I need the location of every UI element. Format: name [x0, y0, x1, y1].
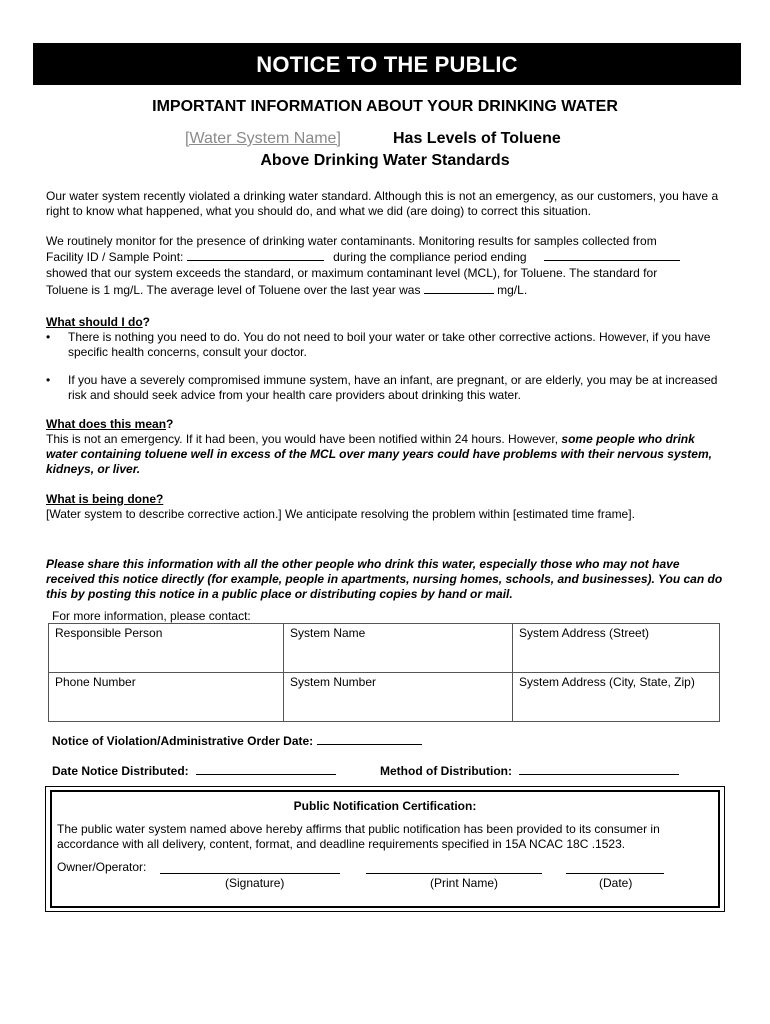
average-level-label: Toluene is 1 mg/L. The average level of Toluene over the last year was — [46, 283, 421, 297]
meaning-plain-text: This is not an emergency. If it had been, you would have been notified within 24 hours. However, — [46, 432, 562, 446]
what-should-i-do-q: ? — [142, 315, 150, 329]
system-address-street-cell: System Address (Street) — [513, 624, 720, 673]
phone-number-cell: Phone Number — [49, 673, 284, 722]
method-label: Method of Distribution: — [380, 764, 512, 778]
what-does-this-mean-heading — [46, 417, 173, 431]
table-row — [49, 673, 720, 722]
what-is-being-done-heading: What is being done? — [46, 492, 164, 506]
monitoring-line-4 — [46, 283, 726, 298]
owner-operator-label: Owner/Operator: — [57, 860, 147, 874]
print-name-line — [366, 873, 542, 874]
headline-line-1: Has Levels of Toluene — [393, 130, 561, 147]
average-level-blank — [424, 283, 494, 294]
what-does-this-mean-label: What does this mean — [46, 417, 167, 431]
date-distributed-row — [52, 764, 336, 778]
bullet-item-2: If you have a severely compromised immune system, have an infant, are pregnant, or are elderly, you may be at increased risk and should seek advice from your health care providers about drinking this water. — [68, 373, 718, 402]
signature-label: (Signature) — [225, 876, 285, 890]
intro-paragraph: Our water system recently violated a drinking water standard. Although this is not an emergency, as our customers, you have a right to know what happened, what you should do, and what we did (are doing) to correct this situation. — [46, 189, 719, 218]
what-does-this-mean-q: ? — [166, 417, 174, 431]
violation-date-row — [52, 734, 422, 748]
what-does-this-mean-text — [46, 432, 726, 477]
certification-title: Public Notification Certification: — [293, 799, 477, 813]
monitoring-line-3: showed that our system exceeds the standard, or maximum contaminant level (MCL), for Toluene. The standard for — [46, 266, 658, 280]
meaning-bold-text: some people who drink water containing toluene well in excess of the MCL over many years could have problems with their nervous system, kidneys, or liver. — [46, 432, 712, 476]
date-distributed-blank — [196, 764, 336, 775]
date-label: (Date) — [599, 876, 633, 890]
system-number-cell: System Number — [284, 673, 513, 722]
violation-date-blank — [317, 734, 422, 745]
method-blank — [519, 764, 679, 775]
unit-label: mg/L. — [497, 283, 528, 297]
contact-table — [48, 623, 720, 722]
system-address-city-cell: System Address (City, State, Zip) — [513, 673, 720, 722]
facility-blank — [187, 250, 324, 261]
print-name-label: (Print Name) — [430, 876, 499, 890]
bullet-dot: • — [46, 373, 51, 387]
contact-intro: For more information, please contact: — [52, 609, 251, 623]
water-system-name-placeholder: [Water System Name] — [185, 130, 341, 147]
date-line — [566, 873, 664, 874]
monitoring-line-1: We routinely monitor for the presence of drinking water contaminants. Monitoring results for samples collected from — [46, 234, 657, 248]
what-should-i-do-label: What should I do — [46, 315, 143, 329]
page-subtitle: IMPORTANT INFORMATION ABOUT YOUR DRINKING WATER — [152, 98, 618, 115]
notice-title: NOTICE TO THE PUBLIC — [256, 52, 518, 77]
responsible-person-cell: Responsible Person — [49, 624, 284, 673]
monitoring-line-2 — [46, 250, 726, 265]
bullet-dot: • — [46, 330, 51, 344]
signature-line — [160, 873, 340, 874]
certification-text: The public water system named above hereby affirms that public notification has been provided to its consumer in accordance with all delivery, content, format, and deadline requirements specified in 15A NCAC 18C .1523. — [57, 822, 660, 851]
period-label: during the compliance period ending — [333, 250, 527, 264]
what-should-i-do-heading — [46, 315, 150, 329]
bullet-item-1: There is nothing you need to do. You do not need to boil your water or take other corrective actions. However, if you have specific health concerns, consult your doctor. — [68, 330, 711, 359]
facility-label: Facility ID / Sample Point: — [46, 250, 184, 264]
table-row — [49, 624, 720, 673]
what-is-being-done-text: [Water system to describe corrective action.] We anticipate resolving the problem within [estimated time frame]. — [46, 507, 635, 521]
period-blank — [544, 250, 680, 261]
date-distributed-label: Date Notice Distributed: — [52, 764, 189, 778]
headline-line-2: Above Drinking Water Standards — [260, 152, 510, 169]
violation-date-label: Notice of Violation/Administrative Order Date: — [52, 734, 314, 748]
share-notice: Please share this information with all the other people who drink this water, especially those who may not have received this notice directly (for example, people in apartments, nursing homes, schools, and businesses). You can do this by posting this notice in a public place or distributing copies by hand or mail. — [46, 557, 723, 601]
system-name-cell: System Name — [284, 624, 513, 673]
method-row — [380, 764, 679, 778]
notice-banner — [33, 43, 741, 85]
